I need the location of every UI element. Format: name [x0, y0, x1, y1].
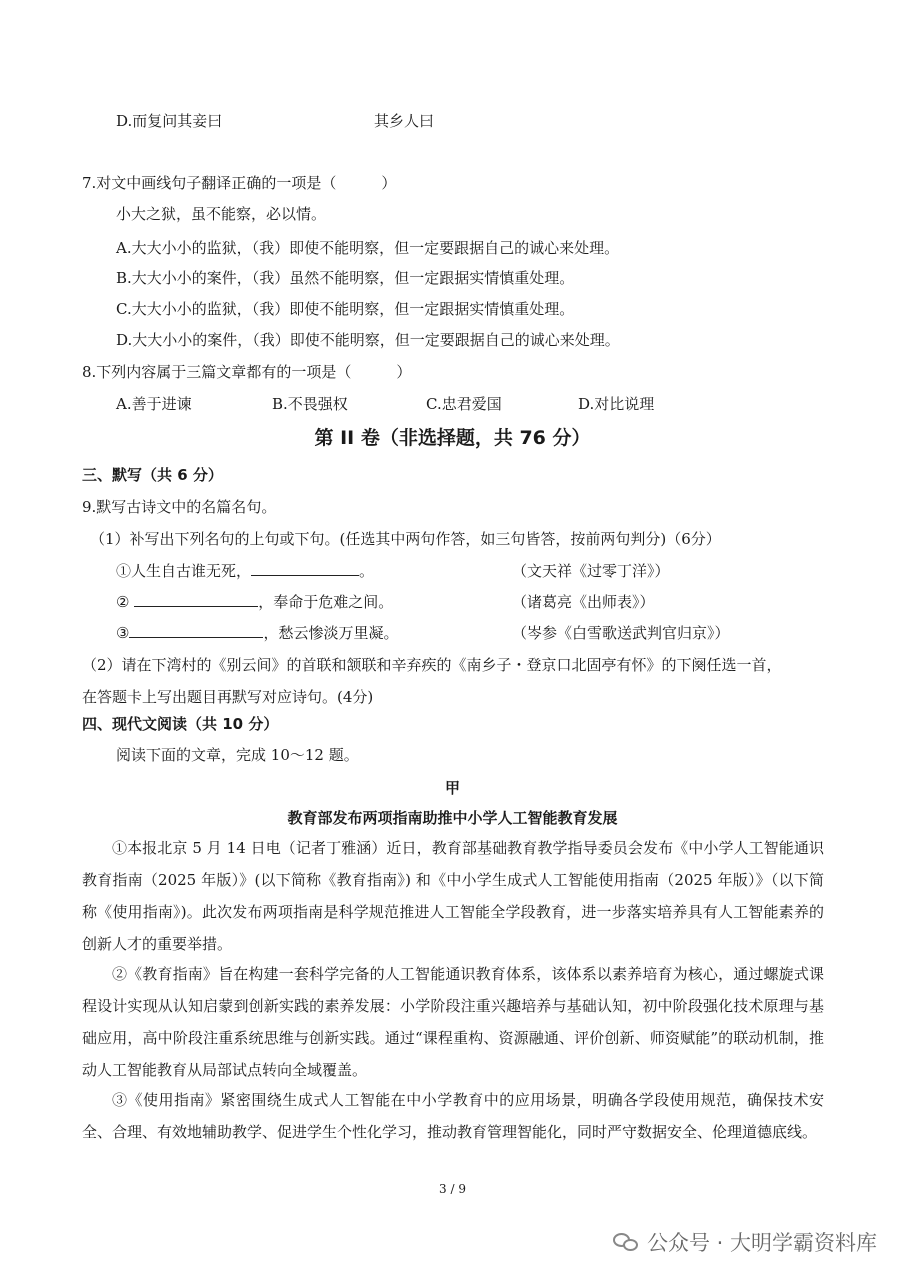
q7-option-a: A.大大小小的监狱，（我）即使不能明察，但一定要跟据自己的诚心来处理。 — [116, 239, 620, 257]
q8-stem: 8.下列内容属于三篇文章都有的一项是（ ） — [82, 363, 412, 381]
q9-item-1-post: 。 — [359, 562, 375, 580]
q9-item-1-pre: ①人生自古谁无死， — [116, 562, 252, 580]
q6-option-d — [116, 111, 222, 131]
q9-sub2-line2: 在答题卡上写出题目再默写对应诗句。(4分) — [82, 688, 374, 706]
q9-item-1-source: （文天祥《过零丁洋》） — [512, 562, 670, 580]
section4-heading: 四、现代文阅读（共 10 分） — [82, 715, 279, 733]
q9-item-2-source: （诸葛亮《出师表》） — [512, 593, 655, 611]
q6-option-d-right: 其乡人曰 — [374, 112, 435, 130]
q7-option-d: D.大大小小的案件，（我）即使不能明察，但一定要跟据自己的诚心来处理。 — [116, 331, 620, 349]
q9-item-3-source: （岑参《白雪歌送武判官归京》） — [512, 624, 730, 642]
answer-blank-2[interactable] — [134, 592, 258, 607]
q9-sub2-line1: （2）请在下湾村的《别云间》的首联和颔联和辛弃疾的《南乡子・登京口北固亭有怀》的下阕任选一首， — [82, 656, 782, 674]
article-title: 教育部发布两项指南助推中小学人工智能教育发展 — [287, 809, 618, 827]
q8-option-c: C.忠君爱国 — [426, 395, 502, 413]
q9-stem: 9.默写古诗文中的名篇名句。 — [82, 498, 277, 516]
q7-option-b: B.大大小小的案件，（我）虽然不能明察，但一定跟据实情慎重处理。 — [116, 269, 575, 287]
q7-option-c: C.大大小小的监狱，（我）即使不能明察，但一定跟据实情慎重处理。 — [116, 300, 575, 318]
q9-item-3 — [116, 623, 398, 643]
article-paragraph-3: ③《使用指南》紧密围绕生成式人工智能在中小学教育中的应用场景，明确各学段使用规范，确保技术安全、合理、有效地辅助教学、促进学生个性化学习，推动教育管理智能化，同时严守数据安全、伦理道德底线。 — [82, 1091, 824, 1141]
q8-option-a: A.善于进谏 — [116, 395, 192, 413]
section4-instruction: 阅读下面的文章，完成 10～12 题。 — [116, 746, 359, 764]
page-number: 3 / 9 — [439, 1182, 466, 1196]
q6-option-d-text: D.而复问其妾曰 — [116, 112, 223, 130]
part2-title: 第 II 卷（非选择题，共 76 分） — [314, 427, 591, 449]
wechat-icon — [613, 1231, 639, 1253]
q9-sub1: （1）补写出下列名句的上句或下句。(任选其中两句作答，如三句皆答，按前两句判分)（6分） — [90, 530, 721, 548]
section3-heading: 三、默写（共 6 分） — [82, 466, 223, 484]
q9-item-3-pre: ③ — [116, 624, 130, 642]
q9-item-1 — [116, 561, 374, 581]
watermark-text: 公众号 · 大明学霸资料库 — [646, 1231, 877, 1255]
q9-item-2-pre: ② — [116, 593, 130, 611]
answer-blank-1[interactable] — [251, 561, 359, 576]
watermark — [613, 1227, 877, 1257]
q9-item-2-post: ，奉命于危难之间。 — [258, 593, 394, 611]
q8-option-d: D.对比说理 — [578, 395, 655, 413]
article-label: 甲 — [444, 779, 460, 797]
q7-quote: 小大之狱，虽不能察，必以情。 — [116, 205, 327, 223]
q7-stem: 7.对文中画线句子翻译正确的一项是（ ） — [82, 174, 397, 192]
q8-option-b: B.不畏强权 — [272, 395, 348, 413]
article-paragraph-2: ②《教育指南》旨在构建一套科学完备的人工智能通识教育体系，该体系以素养培育为核心，通过螺旋式课程设计实现从认知启蒙到创新实践的素养发展：小学阶段注重兴趣培养与基础认知，初中阶段强化技术原理与基础应用，高中阶段注重系统思维与创新实践。通过“课程重构、资源融通、评价创新、师资赋能”的联动机制，推动人工智能教育从局部试点转向全域覆盖。 — [82, 965, 824, 1079]
article-paragraph-1: ①本报北京 5 月 14 日电（记者丁雅涵）近日，教育部基础教育教学指导委员会发布《中小学人工智能通识教育指南（2025 年版）》(以下简称《教育指南》) 和《中小学生成式人工智能使用指南（2025 年版）》（以下简称《使用指南》)。此次发布两项指南是科学规范推进人工智能全学段教育，进一步落实培养具有人工智能素养的创新人才的重要举措。 — [82, 839, 824, 953]
q9-item-3-post: ，愁云惨淡万里凝。 — [263, 624, 399, 642]
answer-blank-3[interactable] — [129, 623, 263, 638]
q9-item-2 — [116, 592, 393, 612]
